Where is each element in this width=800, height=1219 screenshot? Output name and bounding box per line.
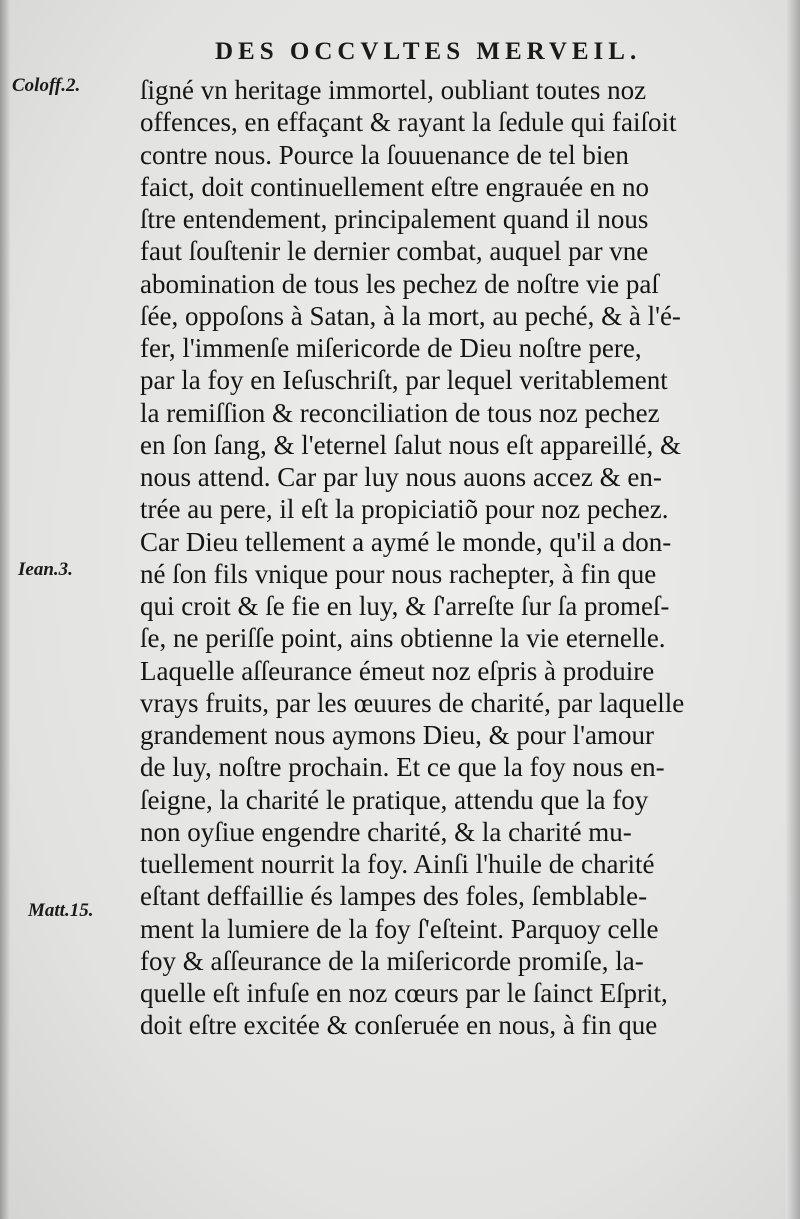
text-line: ſe, ne periſſe point, ains obtienne la vie eternelle. xyxy=(140,623,666,654)
running-head: DES OCCVLTES MERVEIL. xyxy=(215,38,642,65)
body-text xyxy=(140,74,768,1042)
text-line: qui croit & ſe fie en luy, & ſ'arreſte ſur ſa promeſ- xyxy=(140,591,670,621)
text-line: la remiſſion & reconciliation de tous noz pechez xyxy=(140,397,660,428)
text-line: Car Dieu tellement a aymé le monde, qu'il a don- xyxy=(140,526,672,557)
text-line: abomination de tous les pechez de noſtre vie paſ xyxy=(140,268,659,299)
page-edge-shadow xyxy=(786,0,800,1219)
text-line: foy & aſſeurance de la miſericorde promiſe, la- xyxy=(140,945,644,976)
page-gutter-shadow xyxy=(0,0,10,1219)
text-line: quelle eſt infuſe en noz cœurs par le ſainct Eſprit, xyxy=(140,978,668,1008)
margin-note-iean: Iean.3. xyxy=(18,559,73,580)
text-line: non oyſiue engendre charité, & la charité mu- xyxy=(140,816,632,847)
text-line: Laquelle aſſeurance émeut noz eſpris à produire xyxy=(140,655,655,686)
text-line: né ſon fils vnique pour nous rachepter, à fin que xyxy=(140,558,657,589)
text-line: de luy, noſtre prochain. Et ce que la foy nous en- xyxy=(140,752,665,783)
margin-note-matt: Matt.15. xyxy=(28,900,94,921)
text-line: eſtant deffaillie és lampes des foles, ſemblable- xyxy=(140,881,648,912)
text-line: vrays fruits, par les œuures de charité, par laquelle xyxy=(140,687,685,718)
text-line: ſtre entendement, principalement quand il nous xyxy=(140,204,649,234)
margin-note-coloss: Coloff.2. xyxy=(12,75,81,96)
text-line: ſeigne, la charité le pratique, attendu que la foy xyxy=(140,784,649,815)
text-line: par la foy en Ieſuschriſt, par lequel veritablement xyxy=(140,365,668,396)
text-line: contre nous. Pource la ſouuenance de tel bien xyxy=(140,139,629,170)
text-line: faut ſouſtenir le dernier combat, auquel par vne xyxy=(140,236,649,267)
text-line: ment la lumiere de la foy ſ'eſteint. Parquoy celle xyxy=(140,913,659,944)
text-line: nous attend. Car par luy nous auons accez & en- xyxy=(140,462,662,492)
text-line: en ſon ſang, & l'eternel ſalut nous eſt appareillé, & xyxy=(140,429,681,460)
text-line: fer, l'immenſe miſericorde de Dieu noſtre pere, xyxy=(140,333,642,363)
text-line: ſigné vn heritage immortel, oubliant toutes noz xyxy=(140,75,647,105)
text-line: trée au pere, il eſt la propiciatiõ pour noz pechez. xyxy=(140,494,669,525)
text-line: ſée, oppoſons à Satan, à la mort, au peché, & à l'é- xyxy=(140,300,681,331)
text-line: offences, en effaçant & rayant la ſedule qui faiſoit xyxy=(140,107,677,138)
text-line: faict, doit continuellement eſtre engrauée en no xyxy=(140,171,650,202)
text-line: doit eſtre excitée & conſeruée en nous, à fin que xyxy=(140,1010,658,1041)
text-line: tuellement nourrit la foy. Ainſi l'huile de charité xyxy=(140,849,655,879)
text-line: grandement nous aymons Dieu, & pour l'amour xyxy=(140,720,655,750)
